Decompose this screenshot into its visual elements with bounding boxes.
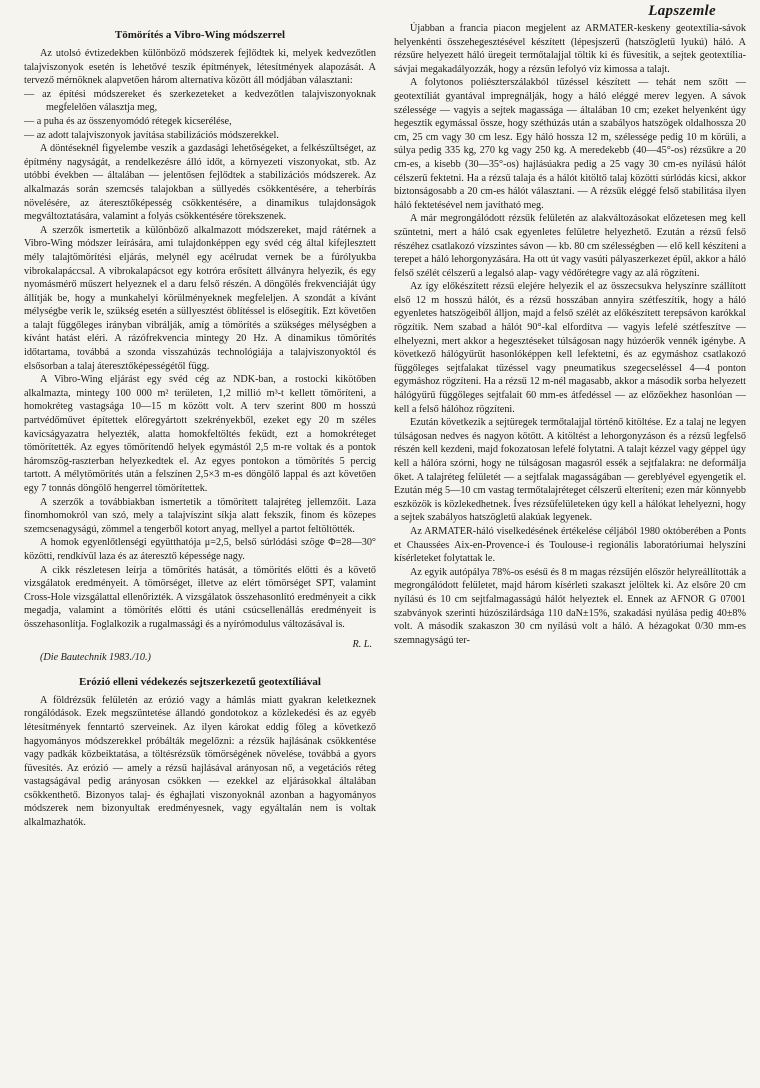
list-item: — a puha és az összenyomódó rétegek kicserélése, bbox=[24, 115, 232, 127]
article-title: Tömörítés a Vibro-Wing módszerrel bbox=[114, 29, 286, 41]
paragraph: Ezután következik a sejtüregek termőtalajjal történő kitöltése. Ez a talaj ne legyen túlságosan nedves és nagyon kötött. A kitöltést a lehorgonyzáson és a rézsű legfelső részén kell kezdeni, majd fokozatosan lefelé folytatni. A talajt kézzel vagy géppel úgy kell a hálóra szórni, hogy ne túlságosan magasról essék a sejtfalakra: ne deformálja őket. A talajréteg felületét — a sejtfalak magasságában — gereblyével egyengetik el. Ezután még 5—10 cm vastag termőtalajréteget célszerű elteríteni; ezen már könnyebb eszközök is közlekedhetnek. Íves rézsűfelületeken úgy kell a hálókat lehelyezni, hogy a sejtek szabályos hatszögletű alakúak legyenek. bbox=[394, 417, 746, 524]
alternatives-list bbox=[24, 88, 376, 142]
columns bbox=[24, 22, 746, 830]
paragraph: A cikk részletesen leírja a tömörítés hatását, a tömörítés előtti és a követő vizsgálatok eredményeit. A tömörséget, illetve az elért tömörséget SPT, valamint Cross-Hole vizsgálattal ellenőrizték. A vizsgálatok összehasonlító eredményeit a cikk megadja, valamint a tömörítés előtti és utáni csúcsellenállás eredményeit is összehasonlítja. Foglalkozik a rugalmassági és a nyírómodulus változásával is. bbox=[24, 564, 376, 630]
article-intro: Az utolsó évtizedekben különböző módszerek fejlődtek ki, melyek kedvezőtlen talajviszonyok esetén is lehetővé teszik építmények, létesítmények alapozását. A tervező mérnöknek alapvetően három alternatíva között áll módjában választani: bbox=[24, 48, 376, 87]
paragraph-continued: A földrézsűk felületén az erózió vagy a hámlás miatt gyakran keletkeznek rongálódások. Ezek megszüntetése állandó gondotokoz a közlekedési és az egyéb létesítmények fenntartó szerveinek. Az ilyen károkat eddig főleg a következő hagyományos módszerekkel próbálták megelőzni: a rézsűk hajlásának csökkentése vagy padkák közbeiktatása, a töltésrézsűk tömörségének növelése, továbbá a gyors füvesítés. Az erózió — amely a rézsű hajlásával arányosan nő, a vegetációs réteg vastagságával pedig arányosan csökken — ezekkel az eljárásokkal általában csökkenthető. Bizonyos talaj- és éghajlati viszonyoknál azonban a hagyományos módszerek nem bizonyultak eredményesnek, vagy egyáltalán nem is voltak alkalmazhatók. bbox=[24, 694, 376, 829]
source-citation: (Die Bautechnik 1983./10.) bbox=[40, 652, 151, 664]
paragraph: A Vibro-Wing eljárást egy svéd cég az NDK-ban, a rostocki kikötőben alkalmazta, mintegy 100 000 m² területen, 1,2 millió m³-t kellett tömöríteni, a homokréteg vastagsága 10—15 m között volt. A terv szerint 800 m hosszú partvédőművet építettek előregyártott szekrényekből, ezeket egy 20 m széles kavicságyazatra helyezték, alatta homokfeltöltés feküdt, ezt a homokréteget tömörítették. Az egyes tömörítendő helyek egymástól 2,5 m-re voltak és a pontok háromszög-raszterban helyezkedtek el. Az egyes pontokon a tömörítés 5 percig tartott. A mélytömörítés után a felszínen 2,5×3 m-es döngölő lappal és azt követően egy 7 tonnás döngölő hengerrel tömörítettek. bbox=[24, 374, 376, 494]
paragraph: Az ARMATER-háló viselkedésének értékelése céljából 1980 októberében a Ponts et Chaussées Aix-en-Provence-i és Toulouse-i regionális laboratóriumai helyszíni kísérleteket folytattak le. bbox=[394, 525, 746, 565]
author-signature: R. L. bbox=[352, 638, 372, 650]
section-title: Lapszemle bbox=[648, 3, 716, 19]
list-item: — az építési módszereket és szerkezeteket a kedvezőtlen talajviszonyoknak megfelelően választja meg, bbox=[24, 88, 376, 114]
paragraph: A homok egyenlőtlenségi együtthatója μ=2,5, belső súrlódási szöge Φ=28—30° közötti, rendkívül laza és az áteresztő képessége nagy. bbox=[24, 537, 376, 562]
right-column bbox=[394, 22, 746, 830]
paragraph: Az egyik autópálya 78%-os esésű és 8 m magas rézsűjén először helyreállították a megrongálódott felületet, majd három kísérleti szakaszt jelöltek ki. Az elsőre 20 cm nyílású és 10 cm sejtfalmagasságú hálót helyeztek el. Ennek az AFNOR G 07001 szabványok szerinti húzószilárdsága 110 daN±15%, szakadási nyúlása pedig 40±8% volt. A második szakaszon 30 cm nyílású volt a háló. A hézagokat 0/30 mm-es szemnagyságú ter- bbox=[394, 566, 746, 646]
paragraph: A szerzők a továbbiakban ismertetik a tömörített talajréteg jellemzőit. Laza finomhomokról van szó, mely a talajvíszint síkja alatt fekszik, finom és közepes szemcsenagyságú, zömmel a tengerből kotort anyag, mellyel a partot feltöltötték. bbox=[24, 496, 376, 535]
paragraph: A döntéseknél figyelembe veszik a gazdasági lehetőségeket, a felkészültséget, az építmény nagyságát, a rendelkezésre álló időt, a környezeti viszonyokat, stb. Az utóbbi években — általában — jelentősen fejlődtek a stabilizációs módszerek. Az alkalmazás során szemcsés talajokban a süllyedés csökkentésére, a teherbírás növelésére, az áteresztőképesség csökkentésére, a dinamikus tulajdonságok megváltoztatására, valamint a folyás csökkentésére törekszenek. bbox=[24, 143, 376, 223]
paragraph: A szerzők ismertetik a különböző alkalmazott módszereket, majd rátérnek a Vibro-Wing módszer leírására, ami tulajdonképpen egy svéd cég által kifejlesztett mély talajtömörítési eljárás, melynél egy acélrudat vernek be a fúrólyukba vibrokalapáccsal. A vibrokalapácsot egy kotróra erősített állványra helyezik, és egy nyomásmérő műszert helyeznek el a daru felső részén. A döngölés frekvenciáját úgy állítják be, hogy a munkahelyi körülményeknek megfeleljen. A szondát a kívánt mélységbe verik le, szükség esetén a süllyesztést öblítéssel is elősegítik. Ezt követően a talajt függőleges irányban vibrálják, amíg a tömörítés a szükséges mélységben a kívánt hatást eléri. A rázófrekvencia mintegy 20 Hz. A dinamikus tömörítés időtartama, továbbá a szonda visszahúzás technológiája a talajviszonyoktól és elsősorban a talaj áteresztőképességétől függ. bbox=[24, 224, 376, 372]
left-column bbox=[24, 22, 376, 830]
section-header bbox=[24, 0, 746, 22]
list-item: — az adott talajviszonyok javítása stabilizációs módszerekkel. bbox=[24, 129, 279, 141]
paragraph: A már megrongálódott rézsűk felületén az alakváltozásokat előzetesen meg kell szüntetni, mert a háló csak egyenletes felületre helyezhető. Ezután a rézsű felső részéhez csatlakozó vízszintes sávon — kb. 80 cm szélességben — elő kell készíteni a terepet a háló lehorgonyzására. Ha ott út vagy vasúti pályaszerkezet épül, akkor a háló felső szélét célszerű a legalsó alap- vagy védőrétegre vagy az alá rögzíteni. bbox=[394, 213, 746, 279]
paragraph: Újabban a francia piacon megjelent az ARMATER-keskeny geotextília-sávok helyenkénti összehegesztésével készített (lépesjszerű (hatszögletű lyukú) háló. A rézsűre helyezett háló üregeit termőtalajjal töltik ki és füvesítik, a sejtek geotextília-sávjai megakadályozzák, hogy a rézsűn lefolyó víz kimossa a talajt. bbox=[394, 23, 746, 75]
paragraph: Az így előkészített rézsű elejére helyezik el az összecsukva helyszínre szállított első 12 m hosszú hálót, és a rézsű hosszában annyira szétfeszítik, hogy a háló egyenletes hatszögeiből álljon, majd a felső szélét az előkészített terepsávon karókkal rögzítik. Nem szabad a hálót 90°-kal elfordítva — vagyis lefelé szétfeszítve — elhelyezni, mert akkor a hegesztéseket túlságosan nagy húzóerők vennék igénybe. A következő hálógyűrűt hasonlóképpen kell lefektetni, és az egymáshoz csatlakozó függőleges sejtfalakat tűzéssel vagy pneumatikus szegecseléssel 4—4 ponton egymáshoz rögzíteni. Ha a rézsű 12 m-nél magasabb, akkor a második sorba helyezett hálógyűrű függőleges sejtfalait 60 mm-es átfedéssel — az előzőekhez hasonlóan — kell a felső hálóhoz rögzíteni. bbox=[394, 281, 746, 415]
article-title-2: Erózió elleni védekezés sejtszerkezetű geotextíliával bbox=[79, 675, 321, 688]
paragraph: A folytonos poliészterszálakból tűzéssel készített — tehát nem szőtt — geotextíliát gyantával impregnálják, hogy a háló eléggé merev legyen. A sávok szélessége — vagyis a sejtek magassága — általában 10 cm; ezeket helyenként úgy hegesztik egymással össze, hogy széthúzás után a szabályos hatszögek oldalhossza 20 cm, 25 cm vagy 30 cm lesz. Egy háló hossza 12 m, szélessége pedig 10 m körüli, a súlya pedig 335 kg, 270 kg vagy 250 kg. A meredekebb (40—45°-os) rézsűkre a 20 cm-es, a kisebb (30—35°-os) hajlásúakra pedig a 25 vagy 30 cm-es nyílású hálót célszerű fektetni. Ha a rézsű talaja és a hálót kitöltő talaj közötti súrlódás kicsi, akkor biztonságosabb a 20 cm-es hálót választani. — A rézsűk eléggé felső stabilitása ilyen háló fektetésével nem javítható meg. bbox=[394, 77, 746, 211]
